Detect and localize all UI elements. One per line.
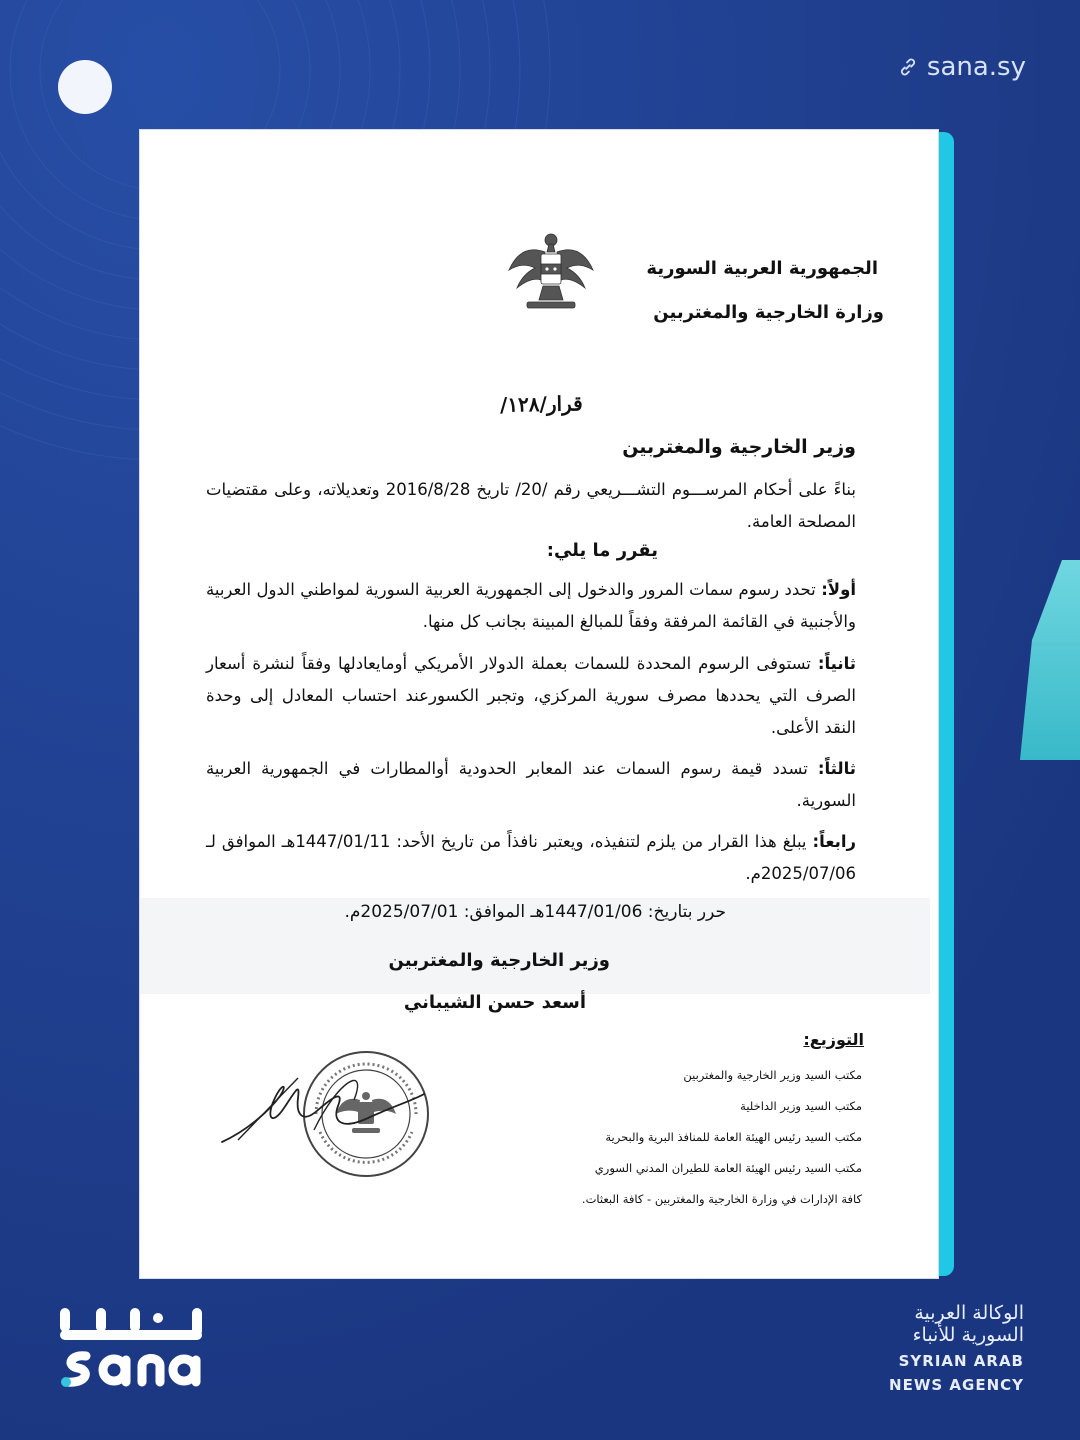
distribution-item: مكتب السيد رئيس الهيئة العامة للطيران المدني السوري <box>594 1161 862 1175</box>
article-1 <box>206 574 856 638</box>
article-lead: ثالثاً: <box>817 759 856 778</box>
signature-icon <box>218 1060 428 1150</box>
issued-date: حرر بتاريخ: 1447/01/06هـ الموافق: 2025/07/01م. <box>344 902 726 922</box>
decorative-dot <box>58 60 112 114</box>
article-text: تستوفى الرسوم المحددة للسمات بعملة الدولار الأمريكي أومايعادلها وفقاً لنشرة أسعار الصرف التي يحددها مصرف سورية المركزي، وتجبر الكسورعند احتساب المعادل إلى وحدة النقد الأعلى. <box>206 654 856 737</box>
distribution-heading: التوزيع: <box>803 1030 864 1049</box>
article-lead: ثانياً: <box>817 654 856 673</box>
signatory-title: وزير الخارجية والمغتربين <box>388 950 610 971</box>
distribution-item: مكتب السيد وزير الخارجية والمغتربين <box>683 1068 862 1082</box>
signatory-name: أسعد حسن الشيباني <box>403 992 586 1013</box>
sana-logo-icon <box>56 1300 206 1390</box>
distribution-list <box>582 1060 862 1215</box>
distribution-item: كافة الإدارات في وزارة الخارجية والمغتربين - كافة البعثات. <box>581 1192 862 1206</box>
header-republic: الجمهورية العربية السورية <box>646 258 878 279</box>
agency-name-en-line1: SYRIAN ARAB <box>898 1352 1024 1370</box>
article-lead: رابعاً: <box>812 832 856 851</box>
agency-name-ar-line2: السورية للأنباء <box>912 1324 1024 1346</box>
article-text: تسدد قيمة رسوم السمات عند المعابر الحدودية أوالمطارات في الجمهورية العربية السورية. <box>206 759 856 810</box>
distribution-item: مكتب السيد رئيس الهيئة العامة للمنافذ البرية والبحرية <box>605 1130 862 1144</box>
minister-title: وزير الخارجية والمغتربين <box>622 436 856 458</box>
article-2 <box>206 648 856 744</box>
agency-name-en-line2: NEWS AGENCY <box>889 1376 1024 1394</box>
source-link[interactable] <box>897 52 1026 82</box>
article-4 <box>206 826 856 890</box>
decides-heading: يقرر ما يلي: <box>546 540 658 561</box>
article-text: تحدد رسوم سمات المرور والدخول إلى الجمهورية العربية السورية لمواطني الدول العربية والأجنبية في القائمة المرفقة وفقاً للمبالغ المبينة بجانب كل منها. <box>206 580 856 631</box>
header-ministry: وزارة الخارجية والمغتربين <box>653 302 884 323</box>
article-text: يبلغ هذا القرار من يلزم لتنفيذه، ويعتبر نافذاً من تاريخ الأحد: 1447/01/11هـ الموافق لـ 2025/07/06م. <box>206 832 856 883</box>
article-3 <box>206 753 856 817</box>
intro-paragraph: بناءً على أحكام المرســـوم التشـــريعي رقم /20/ تاريخ 2016/8/28 وتعديلاته، وعلى مقتضيات المصلحة العامة. <box>206 480 856 531</box>
agency-name <box>889 1302 1024 1394</box>
document-card <box>140 130 954 1278</box>
link-icon <box>897 56 919 78</box>
decree-document <box>140 130 938 1278</box>
source-label[interactable]: sana.sy <box>926 52 1026 82</box>
agency-name-ar-line1: الوكالة العربية <box>914 1302 1024 1324</box>
article-lead: أولاً: <box>821 580 856 599</box>
decree-number: قرار/١٢٨/ <box>499 391 583 417</box>
distribution-item: مكتب السيد وزير الداخلية <box>740 1099 862 1113</box>
eagle-emblem-icon <box>505 230 597 314</box>
